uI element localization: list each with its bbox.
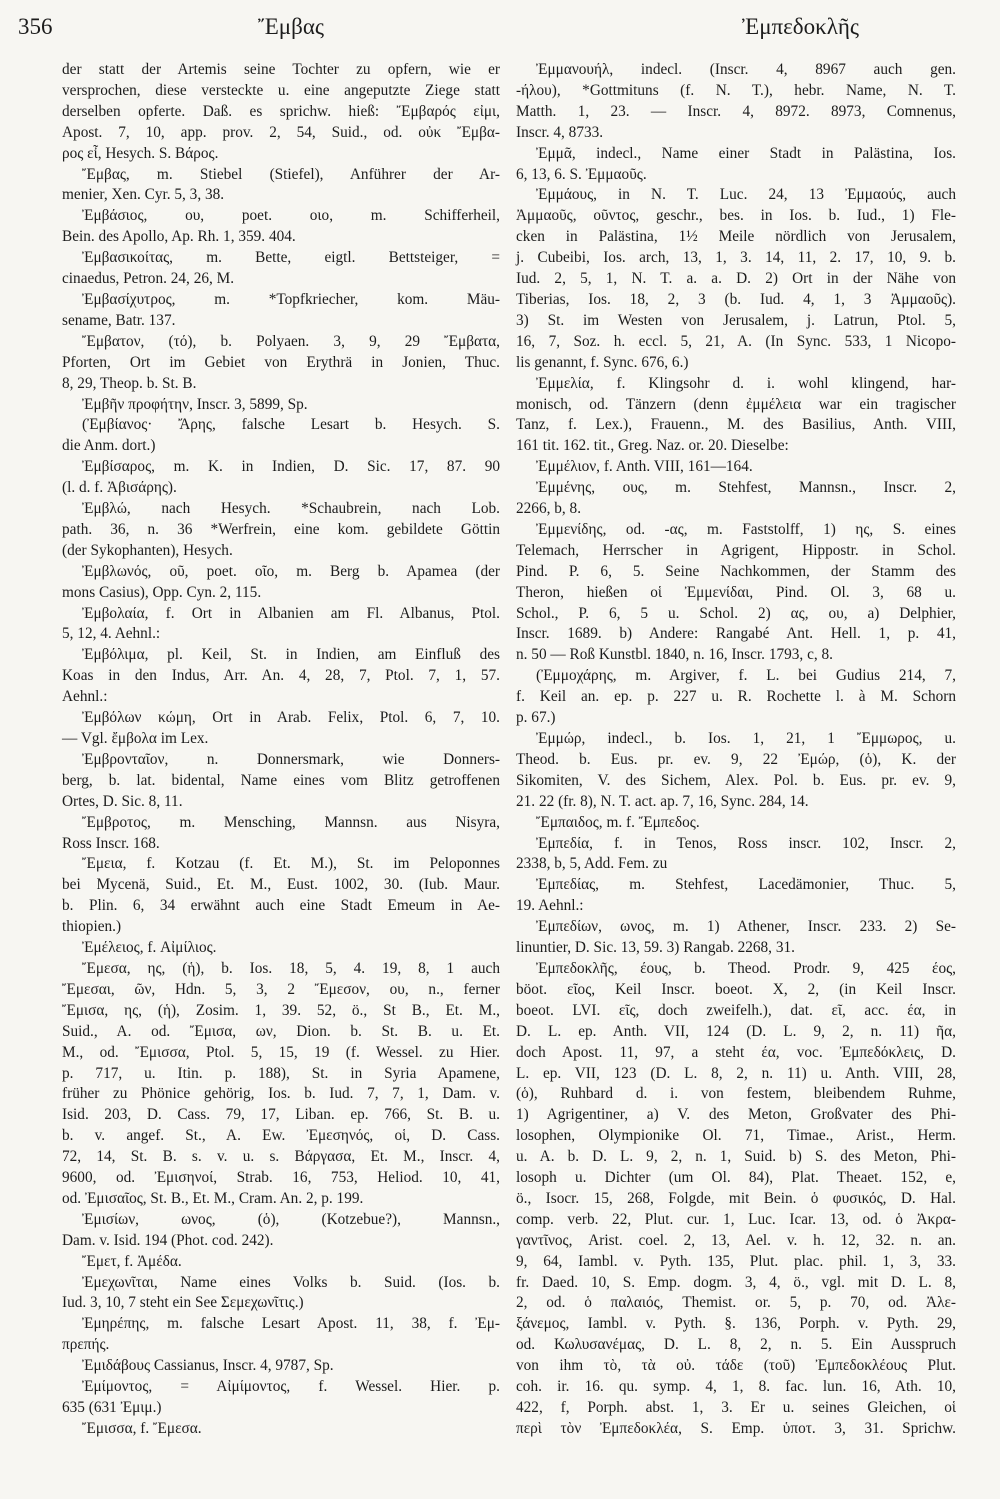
entry-line: path. 36, n. 36 *Werfrein, eine kom. gebildete Göttin (62, 520, 500, 538)
entry-line: j. Cubeibi, Ios. arch, 13, 1, 3. 14, 11, 2. 17, 10, 9. b. (516, 249, 956, 267)
entry-line: 19. Aehnl.: (516, 897, 584, 915)
dictionary-entry (62, 562, 500, 604)
dictionary-entry (62, 1419, 500, 1440)
dictionary-entry (516, 520, 956, 666)
entry-line: bei Mycenä, Suid., Et. M., Eust. 1002, 30. (Iub. Maur. (62, 876, 500, 894)
entry-line: Ἐμμᾶ, indecl., Name einer Stadt in Palästina, Ios. (536, 144, 956, 162)
entry-line: Ἐμβῆν προφήτην, Inscr. 3, 5899, Sp. (82, 395, 308, 413)
entry-line: Inscr. 1689. b) Andere: Rangabé Ant. Hell. 1, p. 41, (516, 625, 956, 643)
dictionary-entry (62, 708, 500, 750)
dictionary-entry (62, 290, 500, 332)
entry-line: Ἐμβλωνός, οῦ, poet. οῖο, m. Berg b. Apamea (der (82, 562, 500, 580)
entry-line: Ἐμίμοντος, = Αἰμίμοντος, f. Wessel. Hier. p. (82, 1378, 500, 1396)
entry-line: Ἐμπεδοκλῆς, έους, b. Theod. Prodr. 9, 425 έος, (536, 959, 956, 977)
dictionary-entry (516, 917, 956, 959)
right-column (516, 60, 956, 1440)
dictionary-entry (62, 206, 500, 248)
entry-line: lis genannt, f. Sync. 676, 6.) (516, 353, 689, 371)
entry-line: Ἔμβροτος, m. Mensching, Mannsn. aus Nisyra, (82, 813, 500, 831)
entry-line: Ἔμισα, ης, (ἡ), Zosim. 1, 39. 52, ö., St B., Et. M., (62, 1001, 500, 1019)
entry-line: versprochen, diese versteckte u. eine angeputzte Ziege statt (62, 81, 500, 99)
entry-line: Suid., A. od. Ἔμισα, ων, Dion. b. St. B. u. Et. (62, 1022, 500, 1040)
entry-line: 9600, od. Ἐμισηνοί, Strab. 16, 753, Heliod. 10, 41, (62, 1169, 500, 1187)
entry-line: — Vgl. ἔμβολα im Lex. (62, 730, 209, 747)
entry-line: 72, 14, St. B. s. v. u. s. Βάργασα, Et. M., Inscr. 4, (62, 1148, 500, 1166)
entry-line: od. Ἐμισαῖος, St. B., Et. M., Cram. An. 2, p. 199. (62, 1189, 364, 1207)
entry-line: 161 tit. 162. tit., Greg. Naz. or. 20. Dieselbe: (516, 437, 789, 455)
dictionary-entry (62, 395, 500, 416)
dictionary-entry (62, 415, 500, 457)
dictionary-entry (516, 959, 956, 1440)
entry-line: 16, 7, Soz. h. eccl. 5, 21, A. (In Sync. 533, 1 Nicopo- (516, 332, 956, 350)
entry-line: boeot. LVI. εῖς, doch zweifelh.), dat. εῖ, acc. έα, in (516, 1001, 956, 1019)
entry-line: ξάνεμος, Iambl. v. Pyth. §. 136, Porph. v. Pyth. 29, (516, 1315, 956, 1333)
entry-line: Aehnl.: (62, 688, 108, 706)
entry-line: Ἐμμάους, in N. T. Luc. 24, 13 Ἐμμαούς, auch (536, 186, 956, 204)
entry-line: comp. verb. 22, Plut. cur. 1, Luc. Icar. 13, od. ὁ Ἀκρα- (516, 1210, 956, 1228)
entry-line: Ἐμμέλιον, f. Anth. VIII, 161—164. (536, 458, 753, 476)
dictionary-entry (516, 185, 956, 373)
entry-line: Ἀμμαοῦς, οῦντος, geschr., bes. in Ios. b. Iud., 1) Fle- (516, 207, 956, 225)
dictionary-entry (62, 1273, 500, 1315)
dictionary-entry (62, 1377, 500, 1419)
entry-line: früher zu Phönice gehörig, Ios. b. Iud. 7, 7, 1, Dam. v. (62, 1085, 500, 1103)
entry-line: Ἔμετ, f. Ἀμέδα. (82, 1252, 182, 1270)
entry-line: ö., Isocr. 15, 268, Folgde, mit Bein. ὁ φυσικός, D. Hal. (516, 1189, 956, 1207)
entry-line: Ἐμβίσαρος, m. K. in Indien, D. Sic. 17, 87. 90 (82, 458, 500, 476)
dictionary-entry (62, 1252, 500, 1273)
entry-line: L. ep. VII, 123 (D. L. 8, 2, n. 11) u. Anth. VIII, 28, (516, 1064, 956, 1082)
entry-line: (der Sykophanten), Hesych. (62, 541, 233, 559)
dictionary-entry (62, 854, 500, 938)
entry-line: (ὁ), Ruhbard d. i. von festem, bleibendem Ruhme, (516, 1085, 956, 1103)
entry-line: Theod. b. Eus. pr. ev. 9, 22 Ἐμώρ, (ὁ), K. der (516, 750, 956, 768)
dictionary-entry (62, 457, 500, 499)
entry-line: b. v. angef. St., A. Ew. Ἐμεσηνός, οἱ, D. Cass. (62, 1127, 500, 1145)
entry-line: Ἐμμώρ, indecl., b. Ios. 1, 21, 1 Ἔμμωρος, u. (536, 730, 956, 747)
dictionary-entry (62, 60, 500, 165)
dictionary-entry (62, 165, 500, 207)
entry-line: n. 50 — Roß Kunstbl. 1840, n. 16, Inscr. 1793, c, 8. (516, 646, 833, 664)
dictionary-entry (62, 332, 500, 395)
dictionary-entry (62, 750, 500, 813)
entry-line: Ἐμβόλιμα, pl. Keil, St. in Indien, am Einfluß des (82, 646, 500, 664)
entry-line: Tanz, f. Lex.), Frauenn., M. des Basilius, Anth. VIII, (516, 416, 956, 434)
right-running-headword: Ἐμπεδοκλῆς (742, 14, 860, 39)
entry-line: f. Keil an. ep. p. 227 u. R. Rochette l. à M. Schorn (516, 688, 956, 706)
entry-line: monisch, od. Tänzern (denn ἐμμέλεια war ein tragischer (516, 395, 956, 413)
entry-line: 3) St. im Westen von Jerusalem, j. Latrun, Ptol. 5, (516, 311, 956, 329)
dictionary-entry (516, 457, 956, 478)
entry-line: mons Casius), Opp. Cyn. 2, 115. (62, 583, 262, 601)
entry-line: Ἔμεια, f. Kotzau (f. Et. M.), St. im Peloponnes (82, 855, 500, 873)
dictionary-entry (62, 813, 500, 855)
entry-line: fr. Daed. 10, S. Emp. dogm. 3, 4, ö., vgl. mit D. L. 8, (516, 1273, 956, 1291)
entry-line: Ἔμβας, m. Stiebel (Stiefel), Anführer der Ar- (82, 165, 500, 183)
entry-line: Koas in den Indus, Arr. An. 4, 28, 7, Ptol. 7, 1, 57. (62, 667, 500, 685)
page-number: 356 (18, 14, 53, 39)
entry-line: Schol., P. 6, 5 u. Schol. 2) ας, ου, a) Delphier, (516, 604, 956, 622)
dictionary-entry (516, 144, 956, 186)
dictionary-entry (62, 959, 500, 1210)
entry-line: Ἔμπαιδος, m. f. Ἔμπεδος. (536, 813, 700, 831)
dictionary-entry (62, 1356, 500, 1377)
dictionary-entry (62, 604, 500, 646)
entry-line: 9, 64, Iambl. v. Pyth. 135, Plut. plac. phil. 1, 3, 33. (516, 1252, 956, 1270)
left-running-headword: Ἔμβας (258, 14, 324, 39)
entry-line: Ἔμεσαι, ῶν, Hdn. 5, 3, 2 Ἔμεσον, ου, n., ferner (62, 980, 500, 998)
entry-line: Ἐμιδάβους Cassianus, Inscr. 4, 9787, Sp. (82, 1357, 334, 1375)
entry-line: (l. d. f. Ἀβισάρης). (62, 479, 177, 497)
entry-line: Ἔμισσα, f. Ἔμεσα. (82, 1419, 202, 1437)
entry-line: Matth. 1, 23. — Inscr. 4, 8972. 8973, Comnenus, (516, 102, 956, 120)
entry-line: Ortes, D. Sic. 8, 11. (62, 792, 183, 810)
entry-line: (Ἐμβίανος· Ἄρης, falsche Lesart b. Hesych. S. (82, 416, 500, 434)
dictionary-entry (62, 248, 500, 290)
dictionary-entry (62, 1314, 500, 1356)
entry-line: linuntier, D. Sic. 13, 59. 3) Rangab. 2268, 31. (516, 939, 795, 957)
entry-line: Ἐμπεδίων, ωνος, m. 1) Athener, Inscr. 233. 2) Se- (536, 918, 956, 936)
entry-line: u. A. b. D. L. 9, 2, n. 1, Suid. b) S. des Meton, Phi- (516, 1148, 956, 1166)
entry-line: -ήλου), *Gottmituns (f. N. T.), hebr. Name, N. T. (516, 81, 956, 99)
entry-line: πρεπής. (62, 1336, 110, 1354)
entry-line: b. Plin. 6, 34 erwähnt auch eine Stadt Emeum in Ae- (62, 897, 500, 915)
left-column (62, 60, 500, 1440)
entry-line: Iud. 2, 5, 1, N. T. a. a. D. 2) Ort in der Nähe von (516, 270, 956, 288)
entry-line: 635 (631 Ἐμιμ.) (62, 1399, 162, 1416)
entry-line: Ἐμμανουήλ, indecl. (Inscr. 4, 8967 auch gen. (536, 61, 956, 78)
entry-line: 1) Agrigentiner, a) V. des Meton, Großvater des Phi- (516, 1106, 956, 1124)
entry-line: Ἔμβατον, (τό), b. Polyaen. 3, 9, 29 Ἔμβατα, (82, 332, 500, 350)
dictionary-entry (516, 834, 956, 876)
dictionary-entry (516, 729, 956, 813)
entry-line: Ἐμμενίδης, od. -ας, m. Faststolff, 1) ης, S. eines (536, 520, 956, 538)
entry-line: Theron, hießen οἱ Ἐμμενίδαι, Pind. Ol. 3, 68 u. (516, 583, 956, 601)
entry-line: losoph u. Dichter (um Ol. 84), Plat. Theaet. 152, e, (516, 1169, 956, 1187)
entry-line: Ἐμβόλων κώμη, Ort in Arab. Felix, Ptol. 6, 7, 10. (82, 709, 500, 727)
entry-line: böot. εῖος, Keil Inscr. boeot. X, 2, (in Keil Inscr. (516, 980, 956, 998)
dictionary-entry (516, 666, 956, 729)
entry-line: od. Κωλυσανέμας, D. L. 8, 2, n. 5. Ein Ausspruch (516, 1336, 956, 1354)
entry-line: cken in Palästina, 1½ Meile nördlich von Jerusalem, (516, 228, 956, 246)
entry-line: Isid. 203, D. Cass. 79, 17, Liban. ep. 766, St. B. u. (62, 1106, 500, 1124)
entry-line: 8, 29, Theop. b. St. B. (62, 374, 197, 392)
entry-line: Iud. 3, 10, 7 steht ein See Σεμεχωνῖτις.) (62, 1294, 304, 1312)
entry-line: thiopien.) (62, 918, 122, 936)
dictionary-entry (62, 938, 500, 959)
entry-line: 6, 13, 6. S. Ἐμμαοῦς. (516, 165, 647, 183)
entry-line: Ἐμμένης, ους, m. Stehfest, Mannsn., Inscr. 2, (536, 479, 956, 497)
entry-line: Ἔμεσα, ης, (ἡ), b. Ios. 18, 5, 4. 19, 8, 1 auch (82, 959, 500, 977)
entry-line: die Anm. dort.) (62, 437, 156, 455)
entry-line: Pforten, Ort im Gebiet von Erythrä in Jonien, Thuc. (62, 353, 500, 371)
entry-line: Bein. des Apollo, Ap. Rh. 1, 359. 404. (62, 228, 296, 246)
dictionary-entry (516, 478, 956, 520)
entry-line: γαντῖνος, Arist. coel. 2, 13, Ael. v. h. 12, 32. n. an. (516, 1231, 956, 1249)
entry-line: von ihm τὸ, τὰ οὐ. τάδε (τοῦ) Ἐμπεδοκλέους Plut. (516, 1357, 956, 1375)
entry-line: Ἐμεχωνῖται, Name eines Volks b. Suid. (Ios. b. (82, 1273, 500, 1291)
dictionary-entry (516, 374, 956, 458)
entry-line: Ἐμέλειος, f. Αἰμίλιος. (82, 939, 217, 957)
entry-line: doch Apost. 11, 97, a steht έα, voc. Ἐμπεδόκλεις, D. (516, 1043, 956, 1061)
dictionary-entry (516, 60, 956, 144)
entry-line: 2338, b, 5, Add. Fem. zu (516, 855, 668, 873)
entry-line: berg, b. lat. bidental, Name eines vom Blitz getroffenen (62, 771, 500, 789)
entry-line: p. 717, u. Itin. p. 188), St. in Syria Apamene, (62, 1064, 500, 1082)
entry-line: 422, f, Porph. abst. 1, 3. Er u. seines Gleichen, οἱ (516, 1399, 956, 1416)
entry-line: Ἐμβρονταῖον, n. Donnersmark, wie Donners- (82, 750, 500, 768)
entry-line: 2266, b, 8. (516, 500, 582, 518)
entry-line: Sikomiten, V. des Sichem, Alex. Pol. b. Eus. pr. ev. 9, (516, 771, 956, 789)
entry-line: 2, od. ὁ παλαιός, Themist. or. 5, p. 70, od. Ἀλε- (516, 1294, 956, 1312)
entry-line: Ἐμβλώ, nach Hesych. *Schaubrein, nach Lob. (82, 500, 500, 518)
entry-line: Ἐμβασικοίτας, m. Bette, eigtl. Bettsteiger, = (82, 249, 500, 267)
entry-line: Ἐμηρέπης, m. falsche Lesart Apost. 11, 38, f. Ἐμ- (82, 1315, 500, 1333)
entry-line: Ἐμβάσιος, ου, poet. οιο, m. Schifferheil, (82, 207, 500, 225)
entry-line: M., od. Ἔμισσα, Ptol. 5, 15, 19 (f. Wessel. zu Hier. (62, 1043, 500, 1061)
entry-line: Ἐμβολαία, f. Ort in Albanien am Fl. Albanus, Ptol. (82, 604, 500, 622)
entry-line: D. L. ep. Anth. VII, 124 (D. L. 9, 2, n. 11) ῆα, (516, 1022, 956, 1040)
entry-line: (Ἐμμοχάρης, m. Argiver, f. L. bei Gudius 214, 7, (536, 667, 956, 685)
dictionary-entry (516, 813, 956, 834)
entry-line: cinaedus, Petron. 24, 26, M. (62, 270, 235, 288)
entry-line: Ἐμισίων, ωνος, (ὁ), (Kotzebue?), Mannsn., (82, 1210, 500, 1228)
entry-line: Apost. 7, 10, app. prov. 2, 54, Suid., od. οὐκ Ἔμβα- (62, 123, 500, 141)
entry-line: sename, Batr. 137. (62, 311, 176, 329)
entry-line: Pind. P. 6, 5. Seine Nachkommen, der Stamm des (516, 562, 956, 580)
dictionary-entry (516, 875, 956, 917)
entry-line: losophen, Olympionike Ol. 71, Timae., Arist., Herm. (516, 1127, 956, 1145)
entry-line: Ἐμμελία, f. Klingsohr d. i. wohl klingend, har- (536, 374, 956, 392)
entry-line: Dam. v. Isid. 194 (Phot. cod. 242). (62, 1231, 274, 1249)
entry-line: Ἐμπεδίας, m. Stehfest, Lacedämonier, Thuc. 5, (536, 876, 956, 894)
entry-line: περὶ τὸν Ἐμπεδοκλέα, S. Emp. ὑποτ. 3, 31. Sprichw. (516, 1419, 956, 1437)
entry-line: der statt der Artemis seine Tochter zu opfern, wie er (62, 61, 500, 78)
entry-line: menier, Xen. Cyr. 5, 3, 38. (62, 186, 225, 204)
entry-line: Ἐμπεδία, f. in Tenos, Ross inscr. 102, Inscr. 2, (536, 834, 956, 852)
dictionary-entry (62, 645, 500, 708)
dictionary-entry (62, 499, 500, 562)
entry-line: Telemach, Herrscher in Agrigent, Hippostr. in Schol. (516, 541, 956, 559)
entry-line: ρος εἶ, Hesych. S. Βάρος. (62, 144, 219, 162)
entry-line: coh. ir. 16. qu. symp. 4, 1, 8. fac. lun. 16, Ath. 10, (516, 1378, 956, 1396)
dictionary-entry (62, 1210, 500, 1252)
entry-line: Ἐμβασίχυτρος, m. *Topfkriecher, kom. Mäu- (82, 290, 500, 308)
entry-line: 5, 12, 4. Aehnl.: (62, 625, 161, 643)
entry-line: Tiberias, Ios. 18, 2, 3 (b. Iud. 4, 1, 3 Ἀμμαοῦς). (516, 290, 956, 308)
entry-line: Ross Inscr. 168. (62, 834, 160, 852)
entry-line: 21. 22 (fr. 8), N. T. act. ap. 7, 16, Sync. 284, 14. (516, 792, 809, 810)
entry-line: p. 67.) (516, 709, 556, 727)
entry-line: Inscr. 4, 8733. (516, 123, 604, 141)
entry-line: derselben opferte. Daß. es sprichw. hieß: Ἔμβαρός εἰμι, (62, 102, 500, 120)
